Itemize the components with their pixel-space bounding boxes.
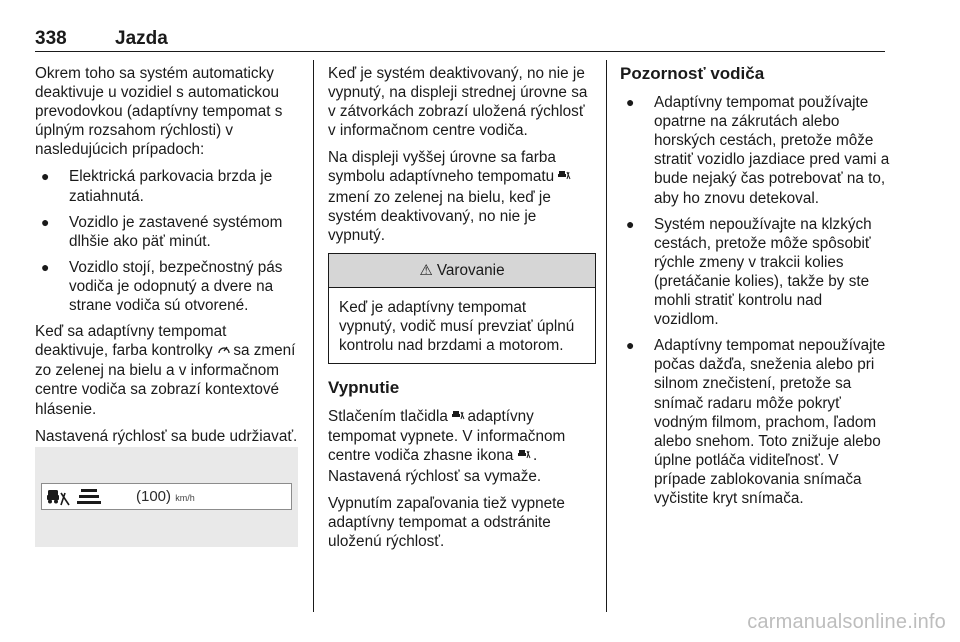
- warning-triangle-icon: ⚠: [419, 261, 433, 279]
- cruise-control-indicator-icon: [217, 344, 233, 358]
- deactivated-paragraph: Keď je systém deaktivovaný, no nie je vypnutý, na displeji strednej úrovne sa v zátvorkách zobrazí uložená rýchlosť v informačnom centre vodiča.: [328, 65, 588, 140]
- list-item: ● Vozidlo stojí, bezpečnostný pás vodiča je odopnutý a dvere na strane vodiča sú otvorené.: [41, 258, 283, 315]
- stored-speed: (100) km/h: [136, 488, 195, 505]
- adaptive-cruise-symbol-icon: [518, 449, 533, 463]
- page-header: [35, 28, 885, 52]
- adaptive-cruise-button-icon: [452, 410, 467, 424]
- switch-off-paragraph: Stlačením tlačidla adaptívny tempomat vypnete. V informačnom centre vodiča zhasne ikona . Nastavená rýchlosť sa vymaže.: [328, 408, 566, 485]
- list-item: ● Systém nepoužívajte na klzkých cestách, pretože môže spôsobiť rýchle zmeny v trakcii kolies (pretáčanie kolies), takže by ste mohli stratiť kontrolu nad vozidlom.: [626, 215, 872, 329]
- speed-unit: km/h: [175, 493, 195, 503]
- subheading-switch-off: Vypnutie: [328, 378, 400, 398]
- warning-header: [329, 254, 595, 288]
- column-3: [620, 64, 890, 515]
- list-item: ● Elektrická parkovacia brzda je zatiahnutá.: [41, 168, 273, 205]
- list-item: ● Adaptívny tempomat používajte opatrne na zákrutách alebo horských cestách, pretože môže stratiť vozidlo jazdiace pred vami a bude nejaký čas potrebovať na to, aby ho znovu detekoval.: [626, 94, 890, 207]
- list-item: ● Adaptívny tempomat nepoužívajte počas dažďa, sneženia alebo pri silnom znečistení, pretože sa snímač radaru môže pokryť vodným filmom, prachom, ľadom alebo snehom. Toto znižuje alebo úplne potláča viditeľnosť. V prípade zablokovania snímača vyčistite kryt snímača.: [626, 337, 886, 507]
- upper-display-paragraph: Na displeji vyššej úrovne sa farba symbolu adaptívneho tempomatu zmení zo zelenej na bielu, keď je systém deaktivovaný, no nie je vypnutý.: [328, 148, 596, 244]
- indicator-paragraph: Keď sa adaptívny tempomat deaktivuje, farba kontrolky sa zmení zo zelenej na bielu a v informačnom centre vodiča sa zobrazí kontextové hlásenie.: [35, 323, 296, 418]
- section-title: Jazda: [115, 28, 168, 49]
- adaptive-cruise-car-icon: [46, 486, 72, 508]
- header-rule: [35, 51, 885, 52]
- warning-box: [328, 253, 596, 364]
- bullet-icon: ●: [41, 168, 50, 185]
- list-item: ● Vozidlo je zastavené systémom dlhšie ako päť minút.: [41, 213, 283, 250]
- page-number: 338: [35, 28, 67, 49]
- column-divider-2: [606, 60, 607, 612]
- intro-paragraph: Okrem toho sa systém automaticky deaktivuje u vozidiel s automatickou prevodovkou (adaptívny tempomat s úplným rozsahom rýchlosti) v nasledujúcich prípadoch:: [35, 65, 283, 159]
- bullet-icon: ●: [41, 258, 50, 275]
- column-2: [328, 64, 596, 559]
- cluster-display-bar: [41, 483, 292, 510]
- follow-distance-icon: [76, 486, 102, 508]
- driver-attention-heading: Pozornosť vodiča: [620, 64, 765, 83]
- ignition-paragraph: Vypnutím zapaľovania tiež vypnete adaptívny tempomat a odstránite uloženú rýchlosť.: [328, 494, 565, 550]
- column-1: [35, 64, 303, 454]
- cluster-display-illustration: [35, 447, 298, 547]
- column-divider-1: [313, 60, 314, 612]
- deactivation-list: [35, 167, 303, 315]
- bullet-icon: ●: [626, 94, 635, 111]
- warning-title: Varovanie: [436, 261, 505, 279]
- bullet-icon: ●: [626, 337, 635, 354]
- watermark: carmanualsonline.info: [747, 611, 946, 633]
- adaptive-cruise-symbol-icon: [558, 170, 571, 184]
- bullet-icon: ●: [626, 215, 635, 232]
- driver-attention-list: [620, 93, 890, 508]
- speed-maintained-paragraph: Nastavená rýchlosť sa bude udržiavať.: [35, 427, 298, 445]
- bullet-icon: ●: [41, 213, 50, 230]
- warning-body: Keď je adaptívny tempomat vypnutý, vodič musí prevziať úplnú kontrolu nad brzdami a motorom.: [339, 298, 575, 355]
